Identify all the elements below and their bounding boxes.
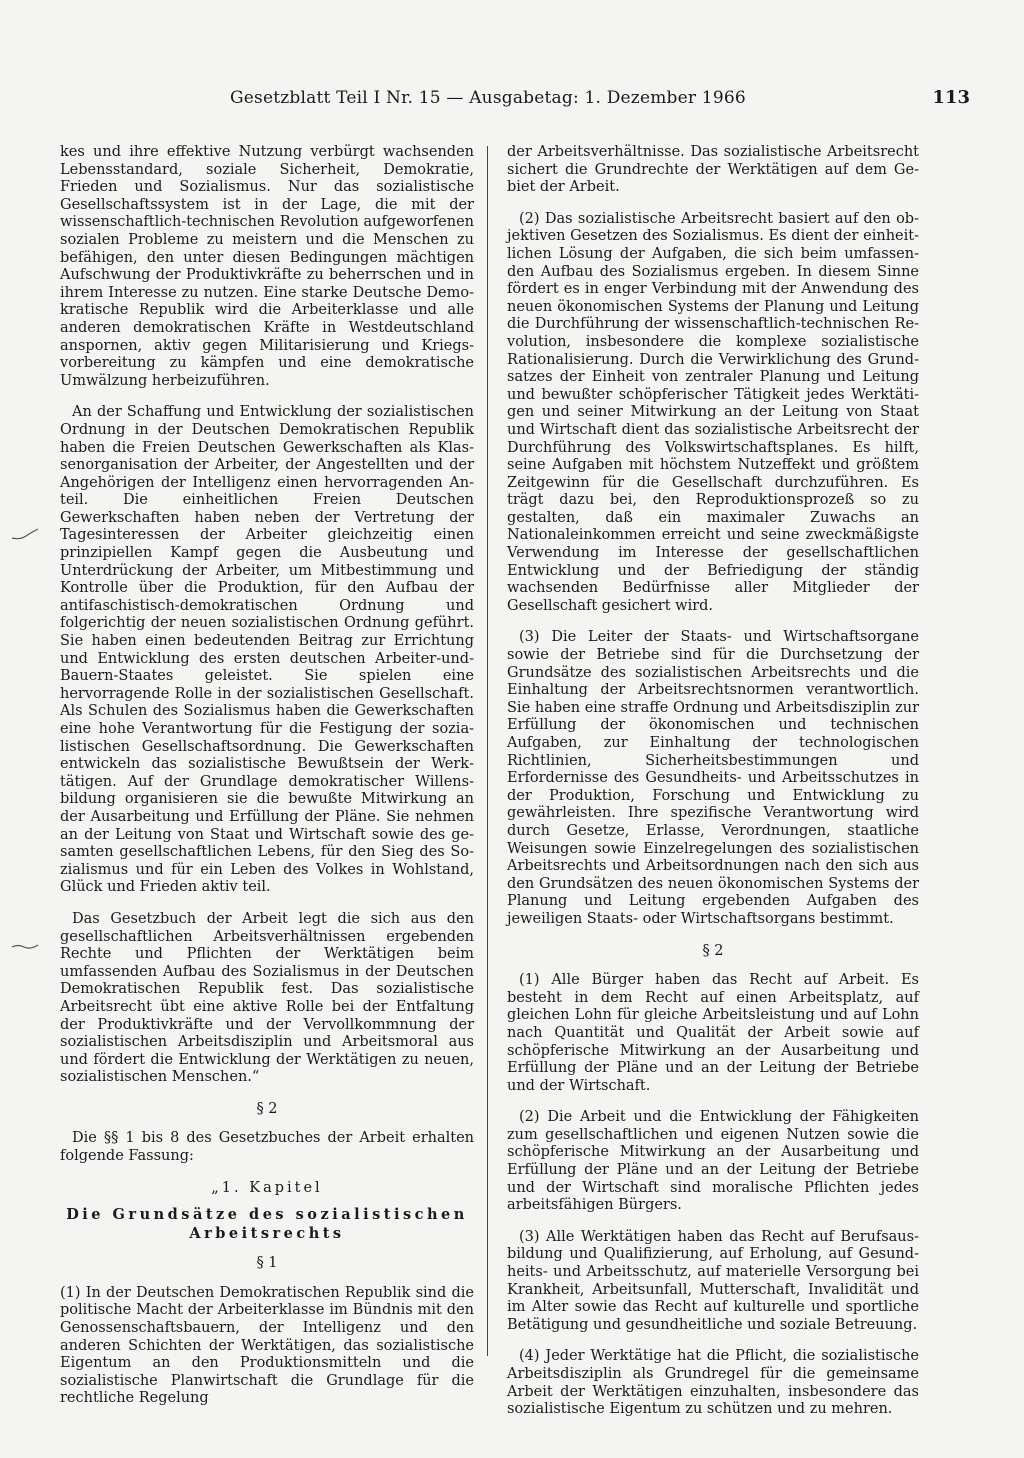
margin-pencil-mark-icon xyxy=(10,940,40,954)
paragraph: An der Schaffung und Entwicklung der sozialistischen Ordnung in der Deutschen Demokratischen Republik haben die Freien Deutschen Gewerkschaften als Klassenorganisation der Arbeiter, der Angestellten und der Angehörigen der Intelligenz einen hervorragenden Anteil. Die einheitlichen Freien Deutschen Gewerkschaften haben neben der Vertretung der Tagesinteressen der Arbeiter gleichzeitig einen prinzipiellen Kampf gegen die Ausbeutung und Unterdrückung der Arbeiter, um Mitbestimmung und Kontrolle über die Produktion, für den Aufbau der antifaschistisch-demokratischen Ordnung und folgerichtig der neuen sozialistischen Ordnung geführt. Sie haben einen bedeutenden Beitrag zur Errichtung und Entwicklung des ersten deutschen Arbeiter-und-Bauern-Staates geleistet. Sie spielen eine hervorragende Rolle in der sozialistischen Gesellschaft. Als Schulen des Sozialismus haben die Gewerkschaften eine hohe Verantwortung für die Festigung der sozialistischen Gesellschaftsordnung. Die Gewerkschaften entwickeln das sozialistische Bewußtsein der Werktätigen. Auf der Grundlage demokratischer Willensbildung organisieren sie die bewußte Mitwirkung an der Ausarbeitung und Erfüllung der Pläne. Sie nehmen an der Leitung von Staat und Wirtschaft sowie des gesamten gesellschaftlichen Lebens, für den Sieg des Sozialismus und für ein Leben des Volkes in Wohlstand, Glück und Frieden aktiv teil. xyxy=(60,404,474,896)
paragraph: Die §§ 1 bis 8 des Gesetzbuches der Arbeit erhalten folgende Fassung: xyxy=(60,1130,474,1165)
paragraph: der Arbeitsverhältnisse. Das sozialistische Arbeitsrecht sichert die Grundrechte der Werktätigen auf dem Gebiet der Arbeit. xyxy=(507,144,919,196)
paragraph: (2) Das sozialistische Arbeitsrecht basiert auf den objektiven Gesetzen des Sozialismus. Es dient der einheitlichen Lösung der Aufgaben, die sich beim umfassenden Aufbau des Sozialismus ergeben. In diesem Sinne fördert es in enger Verbindung mit der Anwendung des neuen ökonomischen Systems der Planung und Leitung die Durchführung der wissenschaftlich-technischen Revolution, insbesondere die komplexe sozialistische Rationalisierung. Durch die Verwirklichung des Grundsatzes der Einheit von zentraler Planung und Leitung und bewußter schöpferischer Tätigkeit jedes Werktätigen und seiner Mitwirkung an der Leitung von Staat und Wirtschaft dient das sozialistische Arbeitsrecht der Durchführung des Volkswirtschaftsplanes. Es hilft, seine Aufgaben mit höchstem Nutzeffekt und größtem Zeitgewinn für die Gesellschaft durchzuführen. Es trägt dazu bei, den Reproduktionsprozeß so zu gestalten, daß ein maximaler Zuwachs an Nationaleinkommen erreicht und seine zweckmäßigste Verwendung im Interesse der gesellschaftlichen Entwicklung und der Befriedigung der ständig wachsenden Bedürfnisse aller Mitglieder der Gesellschaft gesichert wird. xyxy=(507,210,919,614)
page-header xyxy=(60,86,984,116)
paragraph: Das Gesetzbuch der Arbeit legt die sich aus den gesellschaftlichen Arbeitsverhältnissen ergebenden Rechte und Pflichten der Werktätigen beim umfassenden Aufbau des Sozialismus in der Deutschen Demokratischen Republik fest. Das sozialistische Arbeitsrecht übt eine aktive Rolle bei der Entfaltung der Produktivkräfte und der Vervollkommnung der sozialistischen Arbeitsdisziplin und Arbeitsmoral aus und fördert die Entwicklung der Werktätigen zu neuen, sozialistischen Menschen.“ xyxy=(60,910,474,1086)
page-number: 113 xyxy=(932,87,970,108)
paragraph: (3) Die Leiter der Staats- und Wirtschaftsorgane sowie der Betriebe sind für die Durchsetzung der Grundsätze des sozialistischen Arbeitsrechts und die Einhaltung der Arbeitsrechtsnormen verantwortlich. Sie haben eine straffe Ordnung und Arbeitsdisziplin zur Erfüllung der ökonomischen und technischen Aufgaben, zur Einhaltung der technologischen Richtlinien, Sicherheitsbestimmungen und Erfordernisse des Gesundheits- und Arbeitsschutzes in der Produktion, Forschung und Entwicklung zu gewährleisten. Ihre spezifische Verantwortung wird durch Gesetze, Erlasse, Verordnungen, staatliche Weisungen sowie Einzelregelungen des sozialistischen Arbeitsrechts und Arbeitsordnungen nach den sich aus den Grundsätzen des neuen ökonomischen Systems der Planung und Leitung ergebenden Aufgaben des jeweiligen Staats- oder Wirtschaftsorgans bestimmt. xyxy=(507,629,919,927)
right-column xyxy=(507,144,919,1433)
chapter-heading: „1. Kapitel xyxy=(211,1179,323,1196)
left-column xyxy=(60,144,474,1422)
chapter-title: Die Grundsätze des sozialistischen Arbeitsrechts xyxy=(66,1206,468,1243)
paragraph: kes und ihre effektive Nutzung verbürgt wachsenden Lebensstandard, soziale Sicherheit, Demokratie, Frieden und Sozialismus. Nur das sozialistische Gesellschaftssystem ist in der Lage, die mit der wissenschaftlich-technischen Revolution aufgeworfenen sozialen Probleme zu meistern und die Menschen zu befähigen, den unter diesen Bedingungen mächtigen Aufschwung der Produktivkräfte zu beherrschen und in ihrem Interesse zu nutzen. Eine starke Deutsche Demokratische Republik wird die Arbeiterklasse und alle anderen demokratischen Kräfte in Westdeutschland anspornen, aktiv gegen Militarisierung und Kriegsvorbereitung zu kämpfen und eine demokratische Umwälzung herbeizuführen. xyxy=(60,144,474,389)
paragraph: (4) Jeder Werktätige hat die Pflicht, die sozialistische Arbeitsdisziplin als Grundregel für die gemeinsame Arbeit der Werktätigen einzuhalten, insbesondere das sozialistische Eigentum zu schützen und zu mehren. xyxy=(507,1348,919,1418)
paragraph: (1) Alle Bürger haben das Recht auf Arbeit. Es besteht in dem Recht auf einen Arbeitsplatz, auf gleichen Lohn für gleiche Arbeitsleistung und auf Lohn nach Quantität und Qualität der Arbeit sowie auf schöpferische Mitwirkung an der Ausarbeitung und Erfüllung der Pläne und an der Leitung der Betriebe und der Wirtschaft. xyxy=(507,972,919,1094)
paragraph: (3) Alle Werktätigen haben das Recht auf Berufsausbildung und Qualifizierung, auf Erholung, auf Gesundheits- und Arbeitsschutz, auf materielle Versorgung bei Krankheit, Arbeitsunfall, Mutterschaft, Invalidität und im Alter sowie das Recht auf kulturelle und sportliche Betätigung und gesundheitliche und soziale Betreuung. xyxy=(507,1228,919,1333)
section-heading: § 2 xyxy=(256,1100,278,1117)
column-divider xyxy=(487,146,488,1356)
paragraph: (1) In der Deutschen Demokratischen Republik sind die politische Macht der Arbeiterklasse im Bündnis mit den Genossenschaftsbauern, der Intelligenz und den anderen Schichten der Werktätigen, das sozialistische Eigentum an den Produktionsmitteln und die sozialistische Planwirtschaft die Grundlage für die rechtliche Regelung xyxy=(60,1284,474,1407)
section-heading: § 2 xyxy=(702,942,724,959)
paragraph: (2) Die Arbeit und die Entwicklung der Fähigkeiten zum gesellschaftlichen und eigenen Nutzen sowie die schöpferische Mitwirkung an der Ausarbeitung und Erfüllung der Pläne und an der Leitung der Betriebe und der Wirtschaft sind moralische Pflichten jedes arbeitsfähigen Bürgers. xyxy=(507,1109,919,1214)
header-title: Gesetzblatt Teil I Nr. 15 — Ausgabetag: 1. Dezember 1966 xyxy=(230,88,746,108)
section-heading: § 1 xyxy=(256,1255,278,1272)
margin-pencil-mark-icon xyxy=(10,528,40,542)
